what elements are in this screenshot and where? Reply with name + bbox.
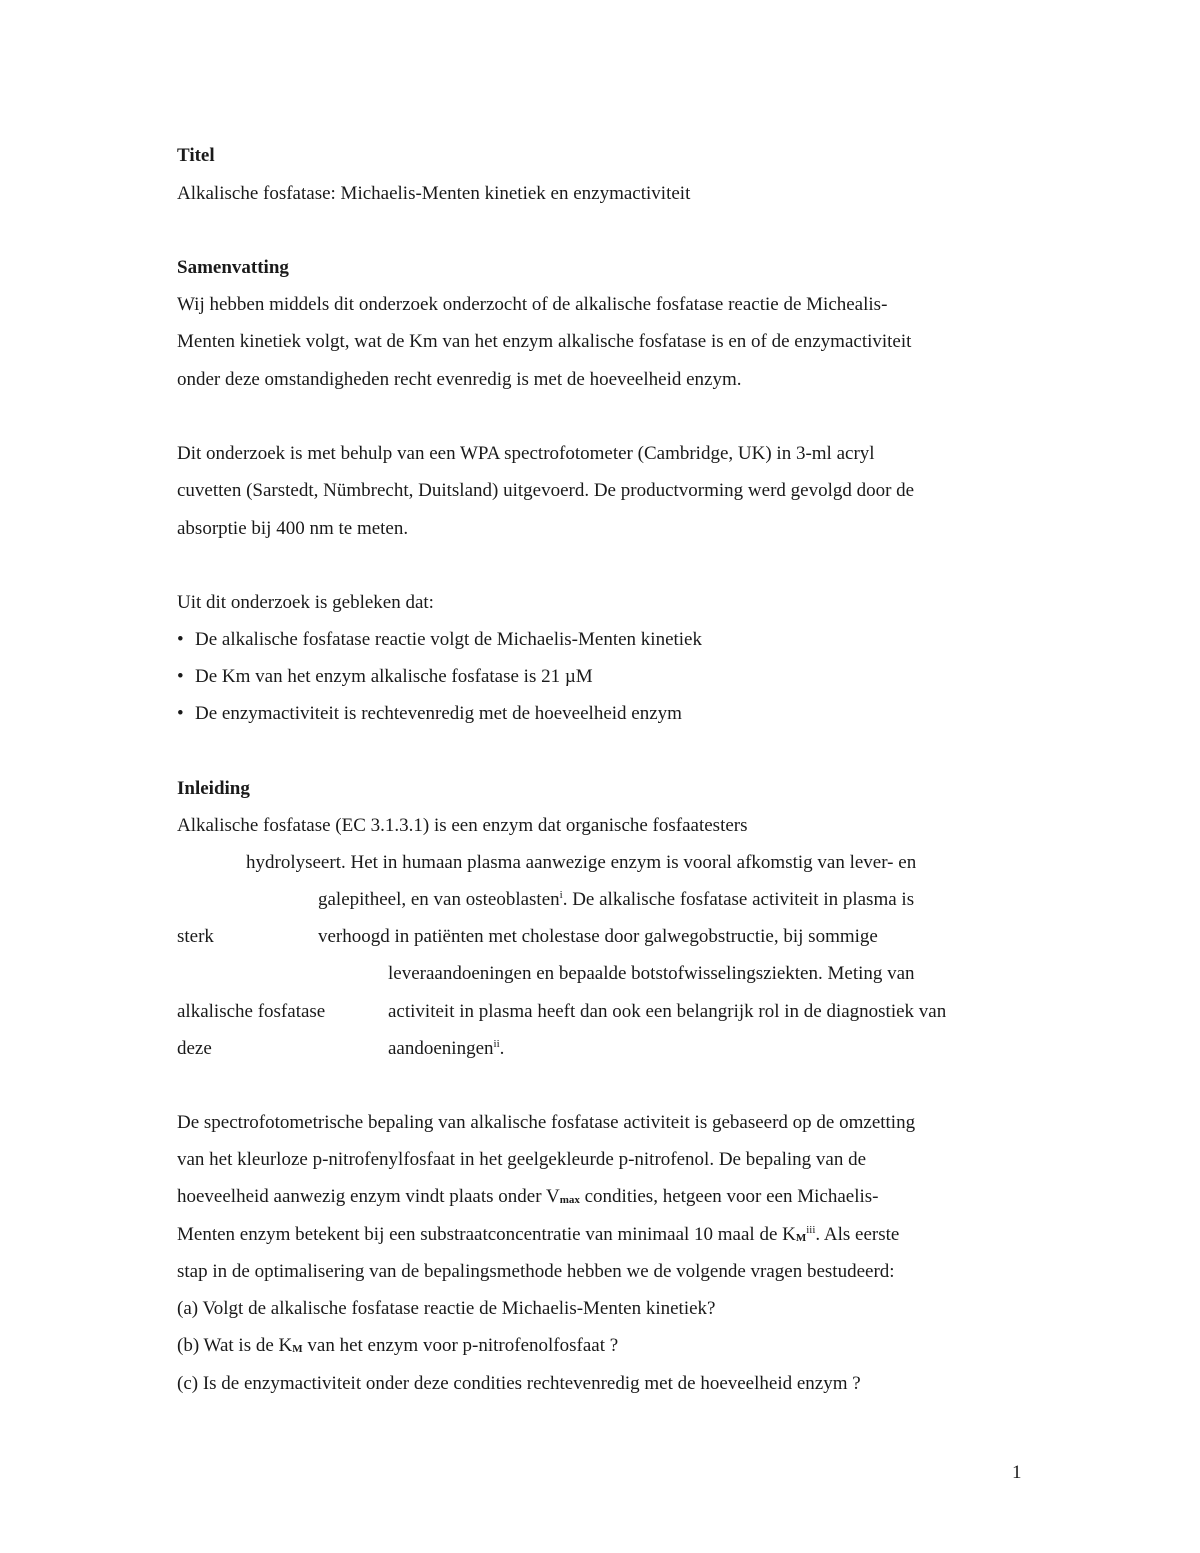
list-item xyxy=(177,630,702,649)
footnote-ref: iii xyxy=(806,1224,816,1236)
intro-text: . xyxy=(499,1038,505,1059)
bullet-icon: • xyxy=(177,703,184,724)
summary-p1-line: onder deze omstandigheden recht evenredig is met de hoeveelheid enzym. xyxy=(177,369,742,390)
list-item xyxy=(177,667,593,686)
title-heading: Titel xyxy=(177,145,215,166)
list-item-text: De enzymactiviteit is rechtevenredig met de hoeveelheid enzym xyxy=(195,703,682,724)
footnote-ref: i xyxy=(559,889,563,901)
intro-line: leveraandoeningen en bepaalde botstofwisselingsziekten. Meting van xyxy=(388,963,915,984)
intro-p2-line: van het kleurloze p-nitrofenylfosfaat in het geelgekleurde p-nitrofenol. De bepaling van de xyxy=(177,1149,867,1170)
research-question-a: (a) Volgt de alkalische fosfatase reactie de Michaelis-Menten kinetiek? xyxy=(177,1298,716,1319)
bullet-icon: • xyxy=(177,666,184,687)
intro-text: galepitheel, en van osteoblasten xyxy=(318,889,560,910)
intro-text: (b) Wat is de K xyxy=(177,1335,293,1356)
intro-line: hydrolyseert. Het in humaan plasma aanwezige enzym is vooral afkomstig van lever- en xyxy=(246,852,917,873)
summary-p2-line: absorptie bij 400 nm te meten. xyxy=(177,518,409,539)
research-question-b xyxy=(177,1336,618,1355)
intro-text: sterk xyxy=(177,926,214,947)
subscript: M xyxy=(795,1232,807,1244)
summary-heading: Samenvatting xyxy=(177,257,289,278)
summary-p2-line: Dit onderzoek is met behulp van een WPA spectrofotometer (Cambridge, UK) in 3-ml acryl xyxy=(177,443,875,464)
page-number: 1 xyxy=(1012,1462,1022,1483)
summary-p1-line: Wij hebben middels dit onderzoek onderzocht of de alkalische fosfatase reactie de Michealis- xyxy=(177,294,888,315)
intro-text: . De alkalische fosfatase activiteit in plasma is xyxy=(562,889,915,910)
intro-p2-line xyxy=(177,1225,899,1244)
title-text: Alkalische fosfatase: Michaelis-Menten kinetiek en enzymactiviteit xyxy=(177,183,691,204)
intro-text: deze xyxy=(177,1038,212,1059)
intro-p2-line: stap in de optimalisering van de bepalingsmethode hebben we de volgende vragen bestudeerd: xyxy=(177,1261,895,1282)
intro-p2-line xyxy=(177,1187,878,1206)
summary-p2-line: cuvetten (Sarstedt, Nümbrecht, Duitsland) uitgevoerd. De productvorming werd gevolgd door de xyxy=(177,480,915,501)
intro-text: verhoogd in patiënten met cholestase door galwegobstructie, bij sommige xyxy=(318,926,878,947)
intro-text: activiteit in plasma heeft dan ook een belangrijk rol in de diagnostiek van xyxy=(388,1001,947,1022)
bullet-icon: • xyxy=(177,629,184,650)
intro-text: Menten enzym betekent bij een substraatconcentratie van minimaal 10 maal de K xyxy=(177,1224,796,1245)
footnote-ref: ii xyxy=(493,1038,500,1050)
list-item-text: De Km van het enzym alkalische fosfatase is 21 µM xyxy=(195,666,593,687)
introduction-heading: Inleiding xyxy=(177,778,250,799)
intro-line: Alkalische fosfatase (EC 3.1.3.1) is een enzym dat organische fosfaatesters xyxy=(177,815,748,836)
intro-text: van het enzym voor p-nitrofenolfosfaat ? xyxy=(302,1335,619,1356)
list-item-text: De alkalische fosfatase reactie volgt de Michaelis-Menten kinetiek xyxy=(195,629,702,650)
subscript: M xyxy=(292,1343,303,1355)
intro-line xyxy=(318,890,914,909)
summary-p1-line: Menten kinetiek volgt, wat de Km van het enzym alkalische fosfatase is en of de enzymactiviteit xyxy=(177,331,912,352)
list-item xyxy=(177,704,682,723)
subscript: max xyxy=(559,1194,580,1206)
research-question-c: (c) Is de enzymactiviteit onder deze condities rechtevenredig met de hoeveelheid enzym ? xyxy=(177,1373,861,1394)
intro-text: alkalische fosfatase xyxy=(177,1001,326,1022)
findings-intro: Uit dit onderzoek is gebleken dat: xyxy=(177,592,434,613)
intro-text: hoeveelheid aanwezig enzym vindt plaats onder V xyxy=(177,1186,560,1207)
intro-text: aandoeningen xyxy=(388,1038,494,1059)
intro-text: condities, hetgeen voor een Michaelis- xyxy=(579,1186,879,1207)
intro-line xyxy=(388,1039,504,1058)
intro-text: . Als eerste xyxy=(815,1224,900,1245)
intro-p2-line: De spectrofotometrische bepaling van alkalische fosfatase activiteit is gebaseerd op de omzetting xyxy=(177,1112,916,1133)
